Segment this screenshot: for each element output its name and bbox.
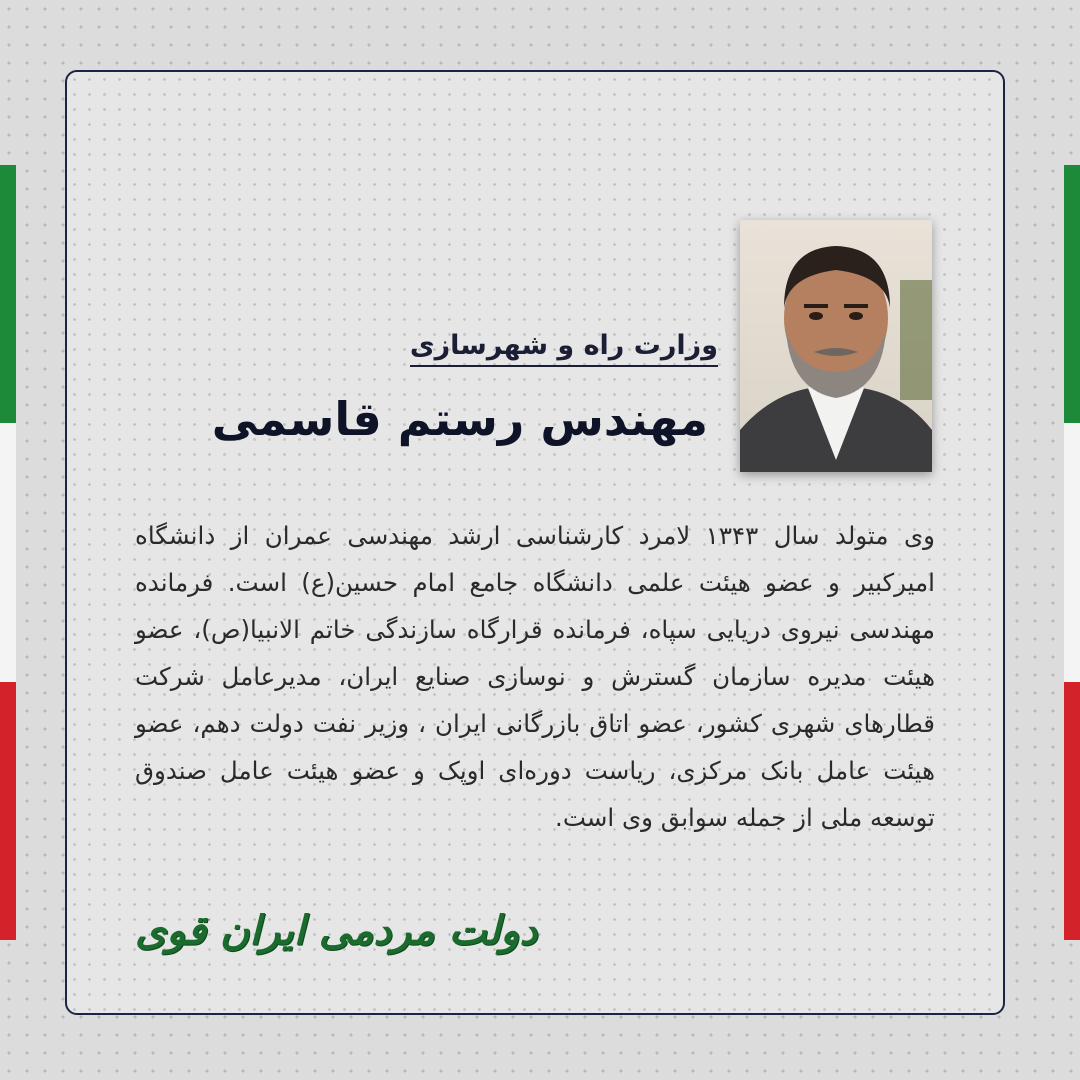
person-name: مهندس رستم قاسمی (211, 392, 708, 446)
slogan-logo: دولت مردمی ایران قوی (135, 907, 538, 954)
iran-flag-left (0, 165, 16, 940)
portrait-illustration (740, 220, 932, 472)
info-card (65, 70, 1005, 1015)
portrait-photo (740, 220, 932, 472)
ministry-title: وزارت راه و شهرسازی (410, 330, 718, 367)
iran-flag-right (1064, 165, 1080, 940)
biography-text: وی متولد سال ۱۳۴۳ لامرد کارشناسی ارشد مهندسی عمران از دانشگاه امیرکبیر و عضو هیئت علمی دانشگاه جامع امام حسین(ع) است. فرمانده مهندسی نیروی دریایی سپاه، فرمانده قرارگاه سازندگی خاتم الانبیا(ص)، عضو هیئت مدیره سازمان گسترش و نوسازی صنایع ایران، مدیرعامل شرکت قطارهای شهری کشور، عضو اتاق بازرگانی ایران ، وزیر نفت دولت دهم، عضو هیئت عامل بانک مرکزی، ریاست دوره‌ای اوپک و عضو هیئت عامل صندوق توسعه ملی از جمله سوابق وی است. (135, 521, 935, 832)
